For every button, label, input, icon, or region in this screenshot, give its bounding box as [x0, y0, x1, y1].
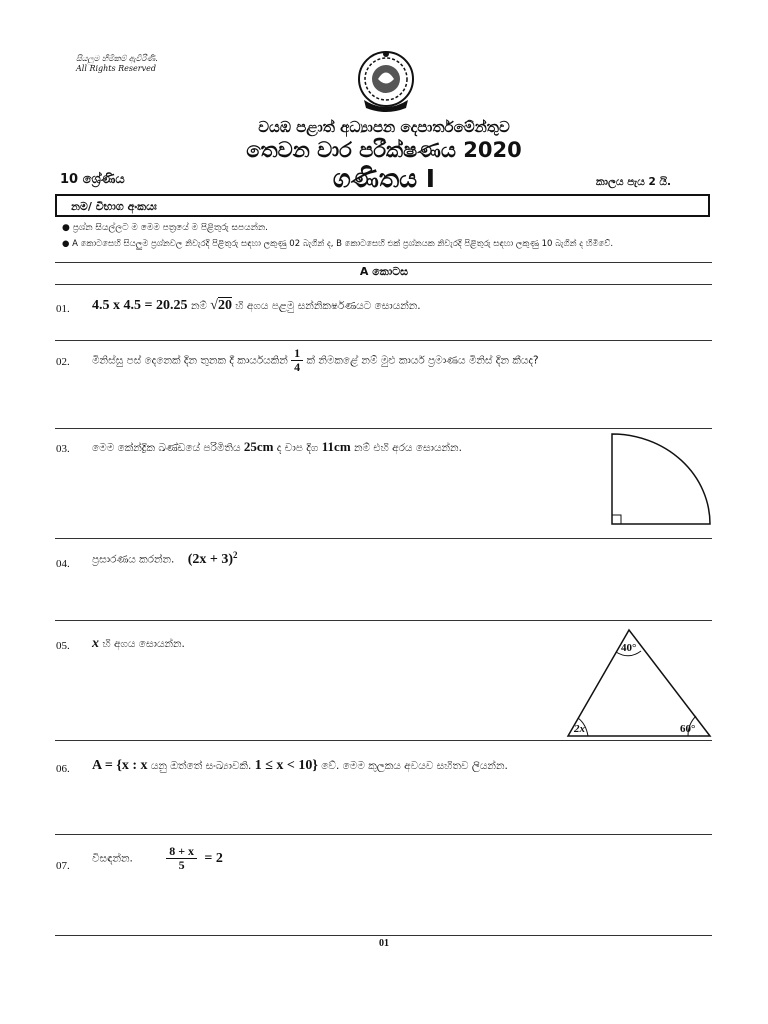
q1-radicand: 20: [217, 298, 232, 313]
sri-lanka-emblem-icon: [356, 48, 416, 114]
instruction-1: ● ප්‍රශ්න සියල්ලට ම මෙම පත්‍රයේ ම පිළිතුරු සපයන්න.: [62, 223, 269, 233]
q2-fraction-denominator: 4: [294, 360, 301, 374]
question-6: [92, 758, 508, 774]
q4-exponent: 2: [233, 550, 238, 560]
angle-top-label: 40°: [621, 642, 637, 654]
q4-text: ප්‍රසාරණය කරන්න.: [92, 553, 175, 566]
q5-variable: x: [92, 636, 99, 651]
divider: [55, 834, 712, 835]
name-index-label: නම/ විභාග අංකයඃ: [71, 200, 157, 213]
q4-expression: (2x + 3): [187, 551, 234, 567]
question-number: 03.: [56, 443, 70, 455]
angle-left-label: 2x: [574, 723, 585, 735]
rights-english: All Rights Reserved: [76, 64, 156, 73]
question-1: [92, 298, 421, 314]
divider: [55, 428, 712, 429]
question-5: [92, 636, 185, 652]
time-label: කාලය පැය 2 යි.: [596, 176, 671, 188]
q7-fraction-denominator: 5: [178, 858, 185, 872]
subject-title: ගණිතය I: [332, 164, 436, 193]
name-index-box[interactable]: [55, 194, 710, 217]
question-number: 02.: [56, 356, 70, 368]
question-3: [92, 439, 462, 455]
q3-perimeter: 25cm: [243, 439, 274, 454]
q1-tail-text: හි අගය පළමු සන්නිකර්ෂණයට සොයන්න.: [231, 300, 421, 312]
grade-label: 10 ශ්‍රේණිය: [60, 172, 125, 187]
divider: [55, 340, 712, 341]
question-7: [92, 845, 223, 872]
q3-text-2: ද චාප දිග: [273, 442, 322, 454]
question-number: 04.: [56, 558, 70, 570]
exam-title: තෙවන වාර පරීක්ෂණය 2020: [246, 138, 522, 162]
divider: [55, 740, 712, 741]
question-number: 05.: [56, 640, 70, 652]
angle-right-label: 60°: [680, 723, 696, 735]
page-number: 01: [379, 938, 389, 949]
rights-notice: [76, 54, 158, 74]
q7-fraction-numerator: 8 + x: [166, 845, 197, 859]
question-2: [92, 347, 539, 374]
question-number: 07.: [56, 860, 70, 872]
q2-text: මිනිස්සු පස් දෙනෙක් දින තුනක දී කාර්යයකින්: [92, 354, 292, 367]
q2-tail-text: ක් නිමකළේ නම් මුළු කාර්ය ප්‍රමාණය මිනිස් දින කීයද?: [303, 354, 539, 367]
sector-diagram: [606, 432, 714, 528]
q2-fraction: [291, 347, 303, 374]
q7-fraction: [166, 845, 197, 872]
rights-sinhala: සියලුම හිමිකම් ඇවිරිණි.: [76, 54, 158, 63]
q6-text-2: වේ. මෙම කුලකය අවයව සහිතව ලියන්න.: [317, 760, 508, 772]
divider: [55, 262, 712, 263]
q6-set-expression: A = {x : x: [92, 758, 148, 773]
q6-text-1: යනු ඔත්තේ සංඛ්‍යාවකි.: [147, 760, 255, 772]
q7-rhs: = 2: [204, 850, 223, 866]
q3-text-1: මෙම කේන්ද්‍රික ඛණ්ඩයේ පරිමිතිය: [92, 442, 244, 454]
q1-expression: 4.5 x 4.5 = 20.25: [92, 298, 188, 313]
instruction-2: ● A කොටසෙහි සියලුම ප්‍රශ්නවල නිවැරදි පිළිතුරු සඳහා ලකුණු 02 බැගින් ද, B කොටසෙහි එක් ප්‍රශ්නයක නිවැරදි පිළිතුරු සඳහා ලකුණු 10 බැගින් ද හිමිවේ.: [62, 239, 614, 249]
divider: [55, 935, 712, 936]
question-4: [92, 550, 238, 568]
q2-fraction-numerator: 1: [291, 347, 303, 361]
q1-mid-text: නම්: [187, 300, 211, 312]
divider: [55, 620, 712, 621]
divider: [55, 538, 712, 539]
question-number: 06.: [56, 763, 70, 775]
question-number: 01.: [56, 303, 70, 315]
divider: [55, 284, 712, 285]
sqrt-symbol: √: [210, 298, 218, 313]
q7-text: විසඳන්න.: [92, 852, 133, 865]
q6-inequality: 1 ≤ x < 10}: [254, 758, 318, 773]
q5-text: හි අගය සොයන්න.: [99, 638, 185, 650]
section-title: A කොටස: [359, 265, 409, 278]
department-title: වයඹ පළාත් අධ්‍යාපන දෙපාර්තමේන්තුව: [258, 118, 510, 136]
q3-arc-length: 11cm: [321, 439, 351, 454]
q3-text-3: නම් එහි අරය සොයන්න.: [350, 442, 462, 454]
